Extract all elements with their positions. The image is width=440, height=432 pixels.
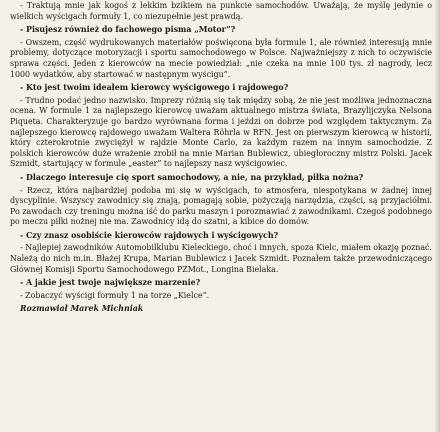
answer-paragraph: - Rzecz, która najbardziej podoba mi się w wyścigach, to atmosfera, niespotykana w żadnej innej dyscyplinie. Wszyscy zawodnicy się znają, pomagają sobie, pożyczają narzędzia, części, są przyjaciółmi. Po zawodach czy treningu można iść do parku maszyn i porozmawiać z zawodnikami. Czegoś podobnego po meczu piłki nożnej nie ma. Zawodnicy idą do szatni, a kibice do domów. — [10, 185, 432, 227]
answer-paragraph: - Trudno podać jedno nazwisko. Imprezy różnią się tak między sobą, że nie jest możliwa jednoznaczna ocena. W formule 1 za najlepszego kierowcę uważam aktualnego mistrza świata, Brazylijczyka Nelsona Piqueta. Charakteryzuje go bardzo wyrównana forma i jeździ on dobrze pod względem taktycznym. Za najlepszego kierowcę rajdowego uważam Waltera Röhrla w RFN. Jest on pierwszym kierowcą w historii, który czterokrotnie zwyciężył w rajdzie Monte Carlo, za każdym razem na innym samochodzie. Z polskich kierowców duże wrażenie zrobił na mnie Marian Bublewicz, ubiegłoroczny mistrz Polski. Jacek Szmidt, startujący w formule „easter” to najlepszy nasz wyścigowiec. — [10, 95, 432, 169]
answer-paragraph: - Zobaczyć wyścigi formuły 1 na torze „Kielce”. — [20, 290, 210, 300]
question-heading: - A jakie jest twoje największe marzenie? — [20, 278, 201, 288]
author-signature: Rozmawiał Marek Michniak — [20, 304, 144, 314]
page-edge-shadow — [434, 0, 440, 432]
answer-paragraph: - Traktują mnie jak kogoś z lekkim bzikiem na punkcie samochodów. Uważają, że myślę jedynie o wielkich wyścigach formuły 1, co niezupełnie jest prawdą. — [10, 1, 432, 21]
question-heading: - Kto jest twoim ideałem kierowcy wyścigowego i rajdowego? — [20, 83, 289, 93]
question-heading: - Pisujesz również do fachowego pisma „Motor”? — [20, 25, 236, 35]
question-heading: - Czy znasz osobiście kierowców rajdowych i wyścigowych? — [20, 230, 279, 240]
answer-paragraph: - Owszem, część wydrukowanych materiałów poświęcona była formule 1, ale również interesują mnie problemy, dotyczące motoryzacji i sportu samochodowego w Polsce. Najważniejszy z nich to oczywiście sprawa części. Jeden z kierowców na mecie powiedział: „nie czeka na mnie 100 tys. zł nagrody, lecz 1000 wydatków, aby startować w następnym wyścigu”. — [10, 37, 432, 79]
answer-paragraph: - Najlepiej zawodników Automobilklubu Kieleckiego, choć i innych, spoza Kielc, miałem okazję poznać. Należą do nich m.in. Błażej Krupa, Marian Bublewicz i Jacek Szmidt. Poznałem także przewodniczącego Głównej Komisji Sportu Samochodowego PZMot., Longina Bielaka. — [10, 243, 432, 274]
question-heading: - Dlaczego interesuje cię sport samochodowy, a nie, na przykład, piłka nożna? — [20, 172, 364, 182]
